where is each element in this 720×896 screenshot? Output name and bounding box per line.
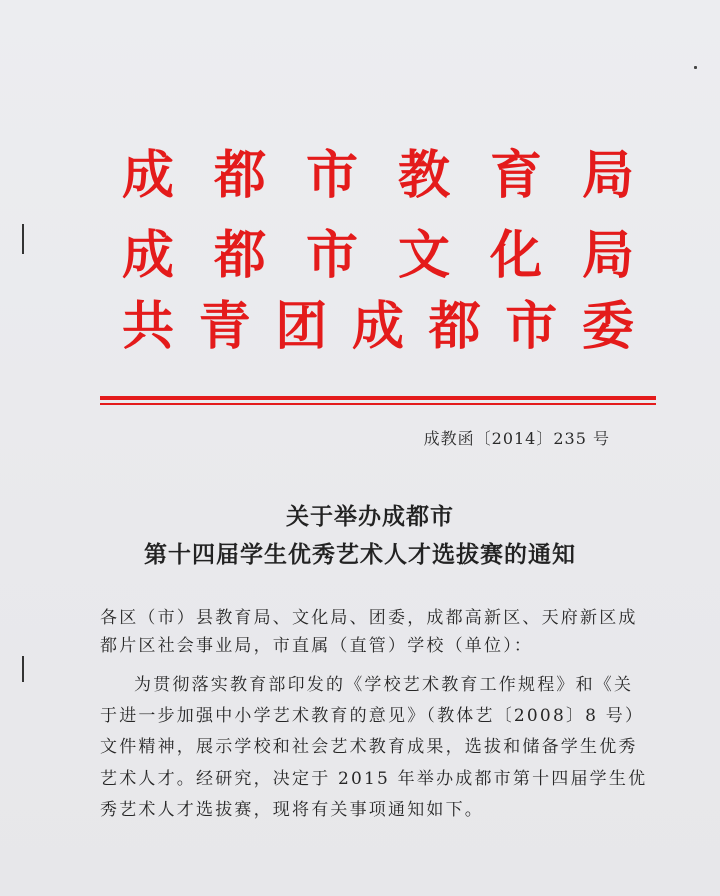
body-line: 都片区社会事业局，市直属（直管）学校（单位）： [100, 636, 534, 656]
letterhead-char: 市 [305, 226, 358, 286]
scan-speck [694, 66, 697, 69]
letterhead-char: 局 [581, 226, 634, 286]
body-line: 秀艺术人才选拔赛，现将有关事项通知如下。 [100, 800, 484, 820]
letterhead-char: 市 [305, 146, 358, 206]
title-line-2: 第十四届学生优秀艺术人才选拔赛的通知 [144, 541, 576, 568]
letterhead-char: 市 [505, 297, 558, 357]
letterhead-char: 都 [213, 226, 266, 286]
letterhead-char: 局 [581, 146, 634, 206]
letterhead-char: 教 [397, 146, 450, 206]
letterhead-divider-thin [100, 403, 656, 405]
letterhead-char: 文 [397, 226, 450, 286]
letterhead-char: 成 [121, 146, 174, 206]
letterhead-char: 青 [198, 297, 251, 357]
body-line: 各区（市）县教育局、文化局、团委，成都高新区、天府新区成 [100, 608, 638, 628]
letterhead-divider-thick [100, 396, 656, 400]
letterhead-char: 育 [489, 146, 542, 206]
binding-mark [22, 224, 24, 254]
letterhead-line-3 [118, 297, 638, 357]
letterhead-char: 成 [121, 226, 174, 286]
letterhead-char: 化 [489, 226, 542, 286]
body-line: 为贯彻落实教育部印发的《学校艺术教育工作规程》和《关 [134, 675, 634, 695]
binding-mark [22, 656, 24, 682]
body-line: 艺术人才。经研究，决定于 2015 年举办成都市第十四届学生优 [100, 769, 648, 789]
letterhead-line-1 [118, 146, 638, 206]
letterhead-line-2 [118, 226, 638, 286]
body-line: 文件精神，展示学校和社会艺术教育成果，选拔和储备学生优秀 [100, 737, 638, 757]
letterhead-char: 委 [581, 297, 634, 357]
letterhead-char: 成 [351, 297, 404, 357]
letterhead-char: 都 [428, 297, 481, 357]
letterhead-char: 团 [275, 297, 328, 357]
letterhead-char: 都 [213, 146, 266, 206]
letterhead-char: 共 [121, 297, 174, 357]
title-line-1: 关于举办成都市 [286, 503, 454, 530]
body-line: 于进一步加强中小学艺术教育的意见》（教体艺〔2008〕8 号） [100, 706, 645, 726]
document-number: 成教函〔2014〕235 号 [423, 429, 610, 448]
